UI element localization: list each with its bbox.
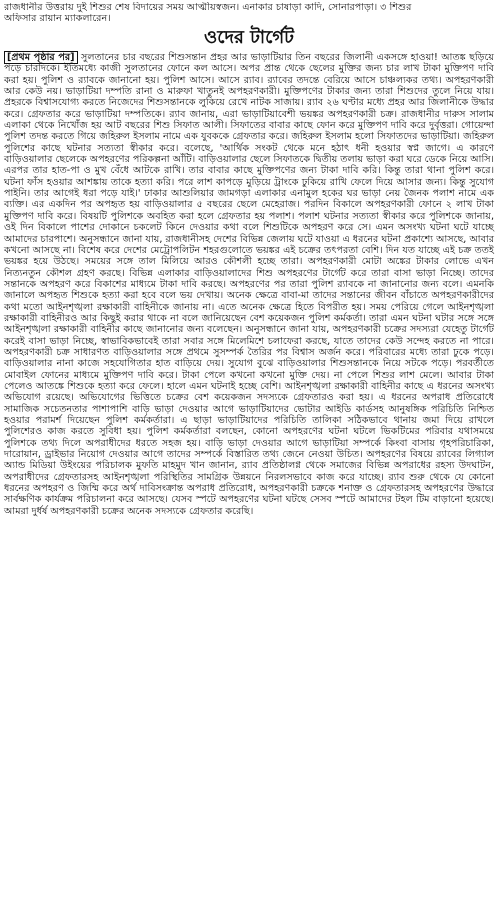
continued-label-text: প্রথম পৃষ্ঠার পর (11, 52, 71, 63)
article-body-text: সুলতানের চার বছরের শিশুসন্তান প্রহর আর ভাড়াটিয়ার তিন বছরের জিলানী একসঙ্গে হাওয়া! আতঙ্ক ছড়িয়ে পড়ে চারদিকে। ইতিমধ্যে কাজী সুলতানের ফোনে কল আসে। অপর প্রান্ত থেকে ছেলের মুক্তির জন্য চার লাখ টাকা মুক্তিপণ দাবি করা হয়। পুলিশ ও র‌্যাবকে জানানো হয়। পুলিশ আসে। আসে র‌্যাব। র‌্যাবের তদন্তে বেরিয়ে আসে চাঞ্চল্যকর তথ্য। অপহরণকারী আর কেউ নয়। ভাড়াটিয়া দম্পতি রানা ও মারুফা খাতুনই অপহরণকারী। মুক্তিপণের টাকার জন্য তারা শিশুদের তুলে নিয়ে যায়। প্রহরকে বিশ্বাসযোগ্য করতে নিজেদের শিশুসন্তানকে লুকিয়ে রেখে নাটক সাজায়। র‌্যাব ২৬ ঘণ্টার মধ্যে প্রহর আর জিলানীকে উদ্ধার করে। গ্রেফতার করে ভাড়াটিয়া দম্পতিকে। র‌্যাব জানায়, এরা ভাড়াটিয়াবেশী ভয়ঙ্কর অপহরণকারী চক্র। রাজধানীর দারুস সালাম এলাকা থেকে নিখোঁজ হয় আট বছরের শিশু সিফাত আলী। সিফাতের বাবার কাছে ফোন করে মুক্তিপণ দাবি করে দুর্বৃত্তরা। গোয়েন্দা পুলিশ তদন্ত করতে গিয়ে জহিরুল ইসলাম নামে এক যুবককে গ্রেফতার করে। জহিরুল ইসলাম হলো সিফাতদের ভাড়াটিয়া। জহিরুল পুলিশের কাছে ঘটনার সত্যতা স্বীকার করে। বলেছে, 'আর্থিক সংকট থেকে মনে হঠাৎ ধনী হওয়ার স্বপ্ন জাগে। এ কারণে বাড়িওয়ালার ছেলেকে অপহরণের পরিকল্পনা আঁটি। বাড়িওয়ালার ছেলে সিফাতকে দ্বিতীয় তলায় ভাড়া করা ঘরে ডেকে নিয়ে আসি। এরপর তার হাত-পা ও মুখ বেঁধে আটকে রাখি। তার বাবার কাছে মুক্তিপণের জন্য টাকা দাবি করি। কিন্তু তারা থানা পুলিশ করে। ঘটনা ফাঁস হওয়ার আশঙ্কায় তাকে হত্যা করি। পরে লাশ কাপড়ে মুড়িয়ে ট্রাংকে ঢুকিয়ে রাখি ফেলে দিয়ে আসার জন্য। কিন্তু সুযোগ পাইনি। তার আগেই ধরা পড়ে যাই।' ঢাকার আশুলিয়ার জামগড়া এলাকার এনামুল হকের ঘর ভাড়া নেয় জৈনক পলাশ নামে এক ব্যক্তি। এর একদিন পর অপহৃত হয় বাড়িওয়ালার ৫ বছরের ছেলে মেহেরাজ। পরদিন বিকালে অপহরণকারী ফোনে ২ লাখ টাকা মুক্তিপণ দাবি করে। বিষয়টি পুলিশকে অবহিত করা হলে গ্রেফতার হয় পলাশ। পলাশ ঘটনার সত্যতা স্বীকার করে পুলিশকে জানায়, ওই দিন বিকালে পাশের দোকানে চকলেট কিনে দেওয়ার কথা বলে শিশুটিকে অপহরণ করে সে। এমন অসংখ্য ঘটনা ঘটে যাচ্ছে আমাদের চারপাশে। অনুসন্ধানে জানা যায়, রাজধানীসহ দেশের বিভিন্ন জেলায় ঘটে যাওয়া এ ধরনের ঘটনা প্রকাশ্যে আসছে, আবার কখনো আসছে না। বিশেষ করে দেশের মেট্রোপলিটন শহরগুলোতে ভয়ঙ্কর এই চক্রের তৎপরতা বেশি। দিন যত যাচ্ছে এই চক্র ততই ভয়ঙ্কর হয়ে উঠছে। সময়ের সঙ্গে তাল মিলিয়ে আরও কৌশলী হচ্ছে তারা। অপহরণকারী মোটা অঙ্কের টাকার লোভে এখন নিত্যনতুন কৌশল গ্রহণ করছে। বিভিন্ন এলাকার বাড়িওয়ালাদের শিশু অপহরণের টার্গেট করে তারা বাসা ভাড়া নিচ্ছে। তাদের সন্তানকে অপহরণ করে বিকাশের মাধ্যমে টাকা দাবি করছে। অপহরণের পর তারা পুলিশ র‌্যাবকে না জানানোর জন্য বলে। এমনকি জানালে অপহৃত শিশুকে হত্যা করা হবে বলে ভয় দেখায়। অনেক ক্ষেত্রে বাবা-মা তাদের সন্তানের জীবন বাঁচাতে অপহরণকারীদের কথা মতো আইনশৃঙ্খলা রক্ষাকারী বাহিনীকে জানায় না। এতে অনেক ক্ষেত্রে হিতে বিপরীত হয়। সময় পেরিয়ে গেলে আইনশৃঙ্খলা রক্ষাকারী বাহিনীরও আর কিছুই করার থাকে না বলে জানিয়েছেন বেশ কয়েকজন পুলিশ কর্মকর্তা। তারা এমন ঘটনা ঘটার সঙ্গে সঙ্গে আইনশৃঙ্খলা রক্ষাকারী বাহিনীর কাছে জানানোর জন্য বলেছেন। অনুসন্ধানে জানা যায়, অপহরণকারী চক্রের সদস্যরা যেহেতু টার্গেট করেই বাসা ভাড়া নিচ্ছে, স্বাভাবিকভাবেই তারা সবার সঙ্গে মিলেমিশে চলাফেরা করছে, যাতে তাদের কেউ সন্দেহ করতে না পারে। অপহরণকারী চক্র সাধারণত বাড়িওয়ালার সঙ্গে প্রথমে সুসম্পর্ক তৈরির পর বিশ্বাস অর্জন করে। পরিবারের মধ্যে তারা ঢুকে পড়ে। বাড়িওয়ালার নানা কাজে সহযোগিতার হাত বাড়িয়ে দেয়। সুযোগ বুঝে বাড়িওয়ালার শিশুসন্তানকে নিয়ে সটকে পড়ে। পরবর্তীতে মোবাইল ফোনের মাধ্যমে মুক্তিপণ দাবি করে। টাকা পেলে কখনো কখনো মুক্তি দেয়। না পেলে শিশুর লাশ মেলে। আবার টাকা পেলেও আতঙ্কে শিশুকে হত্যা করে ফেলে। হালে এমন ঘটনাই হচ্ছে বেশি। আইনশৃঙ্খলা রক্ষাকারী বাহিনীর কাছে এ ধরনের অসংখ্য অভিযোগ রয়েছে। অভিযোগের ভিত্তিতে চক্রের বেশ কয়েকজন সদস্যকে গ্রেফতারও করা হয়। এ ধরনের অপরাধ প্রতিরোধে সামাজিক সচেতনতার পাশাপাশি বাড়ি ভাড়া দেওয়ার আগে ভাড়াটিয়াদের ভোটার আইডি কার্ডসহ আনুষঙ্গিক পরিচিতি নিশ্চিত হওয়ার পরামর্শ দিয়েছেন পুলিশ কর্মকর্তারা। এ ছাড়া ভাড়াটিয়াদের পরিচিতি তালিকা সঠিকভাবে থানায় জমা দিয়ে রাখলে পুলিশেরও কাজ করতে সুবিধা হয়। পুলিশ কর্মকর্তারা বলছেন, কোনো অপহরণের ঘটনা ঘটলে ভিকটিমের পরিবার যথাসময়ে পুলিশকে তথ্য দিলে অপরাধীদের ধরতে সহজ হয়। বাড়ি ভাড়া দেওয়ার আগে ভাড়াটিয়া সম্পর্কে কিংবা বাসায় গৃহপরিচারিকা, দারোয়ান, ড্রাইভার নিয়োগ দেওয়ার আগে তাদের সম্পর্কে বিস্তারিত তথ্য জেনে নেওয়া উচিত। অপহরণের বিষয়ে র‌্যাবের লিগ্যাল অ্যান্ড মিডিয়া উইংয়ের পরিচালক মুফতি মাহমুদ খান জানান, র‌্যাব প্রতিষ্ঠালগ্ন থেকে সমাজের বিভিন্ন অপরাধের রহস্য উদঘাটন, অপরাধীদের গ্রেফতারসহ আইনশৃঙ্খলা পরিস্থিতির সামগ্রিক উন্নয়নে নিরলসভাবে কাজ করে যাচ্ছে। র‌্যাব শুরু থেকে যে কোনো ধরনের অপহরণ ও জিম্মি করে অর্থ দাবিসংক্রান্ত অপরাধ প্রতিরোধ, অপহরণকারী চক্রকে শনাক্ত ও গ্রেফতারসহ অপহরণের উদ্ধারে সার্বক্ষণিক কার্যক্রম পরিচালনা করে আসছে। যেসব স্পটে অপহরণের ঘটনা ঘটছে সেসব স্পটে আমাদের টহল টিম বাড়ানো হয়েছে। আমরা দুর্ধর্ষ অপহরণকারী চক্রের অনেক সদস্যকে গ্রেফতার করেছি। (4, 52, 495, 517)
previous-article-tail-line-1: রাজধানীর উত্তরায় দুই শিশুর শেষ বিদায়ের সময় আত্মীয়স্বজন। এনাকার চাষাড়া কাদি, সোনারপাড়া। ৩ শিশুর (4, 2, 412, 13)
continued-from-front-page-label: [প্রথম পৃষ্ঠার পর] (4, 51, 78, 64)
article-body (4, 52, 494, 517)
previous-article-tail-line-2: অফিসার রায়ান ম্যাকলারেন। (4, 13, 111, 24)
article-headline: ওদের টার্গেট (204, 27, 294, 48)
